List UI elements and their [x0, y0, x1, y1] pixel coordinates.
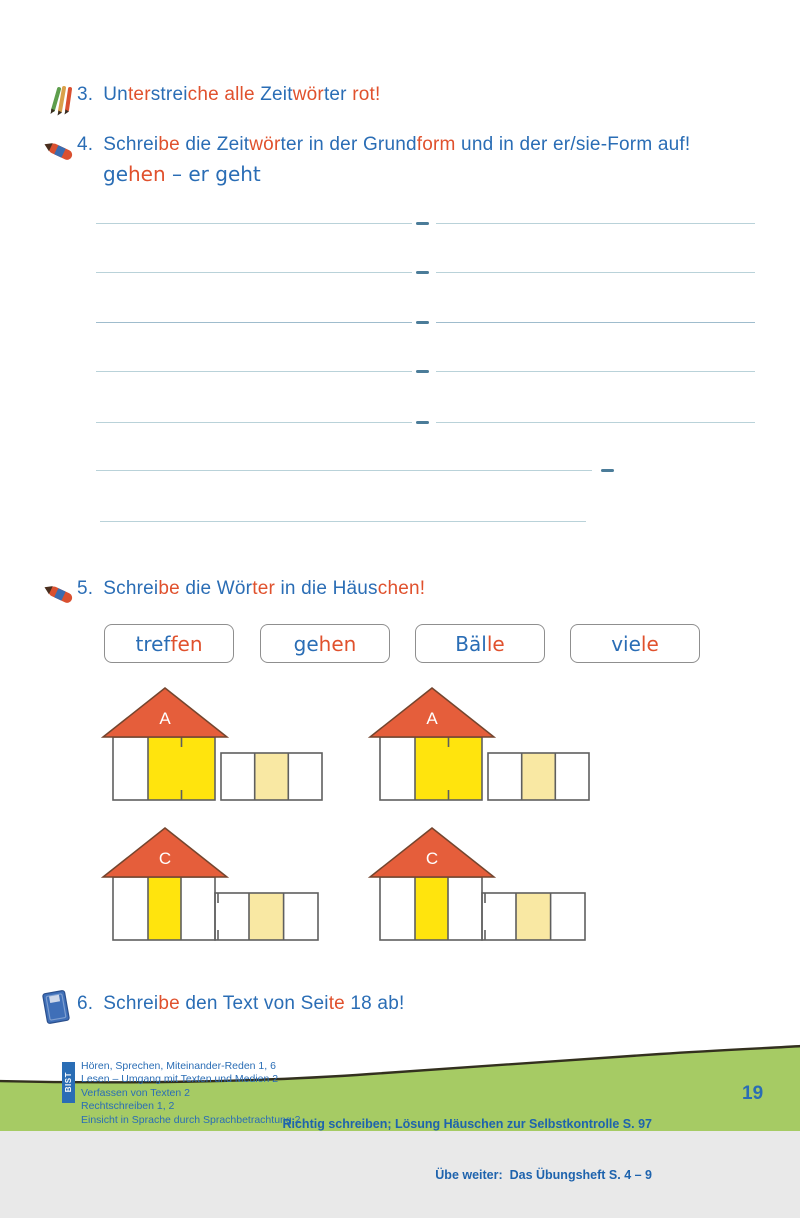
annex-cell-pale[interactable]	[249, 893, 284, 940]
writing-line[interactable]	[436, 322, 755, 323]
bist-item: Verfassen von Texten 2	[81, 1086, 190, 1099]
task-4	[77, 134, 690, 156]
dash-separator	[416, 421, 429, 424]
footer-note-line2: Übe weiter: Das Übungsheft S. 4 – 9	[435, 1168, 652, 1182]
writing-line[interactable]	[96, 272, 412, 273]
roof-letter: C	[425, 849, 439, 868]
syllable-house-a1[interactable]	[100, 686, 330, 801]
writing-line[interactable]	[436, 223, 755, 224]
notebook-icon	[40, 988, 72, 1031]
syllable-house-c2[interactable]	[367, 826, 597, 941]
colored-pencils-icon	[44, 84, 74, 121]
annex-cell-pale[interactable]	[516, 893, 551, 940]
word-card-treffen: tref fen	[104, 624, 234, 663]
dash-separator	[601, 469, 614, 472]
writing-line[interactable]	[96, 371, 412, 372]
crayon-icon	[42, 579, 76, 614]
task-4-example: gehen – er geht	[103, 162, 261, 186]
syllable-house-a2[interactable]	[367, 686, 597, 801]
dash-separator	[416, 222, 429, 225]
dash-separator	[416, 370, 429, 373]
task-6-instruction: Schreibe den Text von Seite 18 ab!	[103, 993, 405, 1014]
bist-item: Hören, Sprechen, Miteinander-Reden 1, 6	[81, 1060, 276, 1072]
annex-cell-pale[interactable]	[522, 753, 556, 800]
task-6	[77, 993, 404, 1015]
footer-note-line1: Richtig schreiben; Lösung Häuschen zur Selbstkontrolle S. 97	[282, 1117, 652, 1131]
task-3-instruction: Unterstreiche alle Zeitwörter rot!	[103, 84, 381, 105]
task-5	[77, 578, 425, 600]
syllable-cell-yellow[interactable]	[148, 877, 181, 940]
roof-letter: A	[426, 709, 438, 728]
dash-separator	[416, 271, 429, 274]
syllable-cell-yellow[interactable]	[415, 877, 448, 940]
roof-letter: C	[158, 849, 172, 868]
task-3	[77, 84, 380, 106]
writing-line[interactable]	[436, 371, 755, 372]
footer-notes	[282, 1082, 652, 1218]
bist-badge	[62, 1062, 75, 1103]
roof-letter: A	[159, 709, 171, 728]
crayon-icon	[42, 136, 76, 171]
dash-separator	[416, 321, 429, 324]
bist-item: Lesen – Umgang mit Texten und Medien 2	[81, 1073, 279, 1086]
bist-label: BIST	[64, 1072, 73, 1093]
task-6-number: 6.	[77, 993, 94, 1014]
bist-item: Rechtschreiben 1, 2	[81, 1100, 175, 1113]
task-5-instruction: Schreibe die Wörter in die Häuschen!	[103, 578, 426, 599]
task-3-number: 3.	[77, 84, 94, 105]
writing-line[interactable]	[96, 322, 412, 323]
word-card-viele: vie le	[570, 624, 700, 663]
word-card-gehen: ge hen	[260, 624, 390, 663]
annex-cell-pale[interactable]	[255, 753, 289, 800]
writing-line[interactable]	[436, 422, 755, 423]
page-number: 19	[742, 1083, 764, 1104]
writing-line[interactable]	[96, 422, 412, 423]
bist-competency-list	[81, 1060, 300, 1127]
bist-item: Einsicht in Sprache durch Sprachbetrachtung 2	[81, 1113, 301, 1126]
writing-line[interactable]	[100, 521, 586, 522]
task-5-number: 5.	[77, 578, 94, 599]
word-card-baelle: Bäl le	[415, 624, 545, 663]
writing-line[interactable]	[96, 223, 412, 224]
task-4-instruction: Schreibe die Zeitwörter in der Grundform und in der er/sie-Form auf!	[103, 134, 691, 155]
writing-line[interactable]	[96, 470, 592, 471]
task-4-number: 4.	[77, 134, 94, 155]
writing-line[interactable]	[436, 272, 755, 273]
syllable-house-c1[interactable]	[100, 826, 330, 941]
